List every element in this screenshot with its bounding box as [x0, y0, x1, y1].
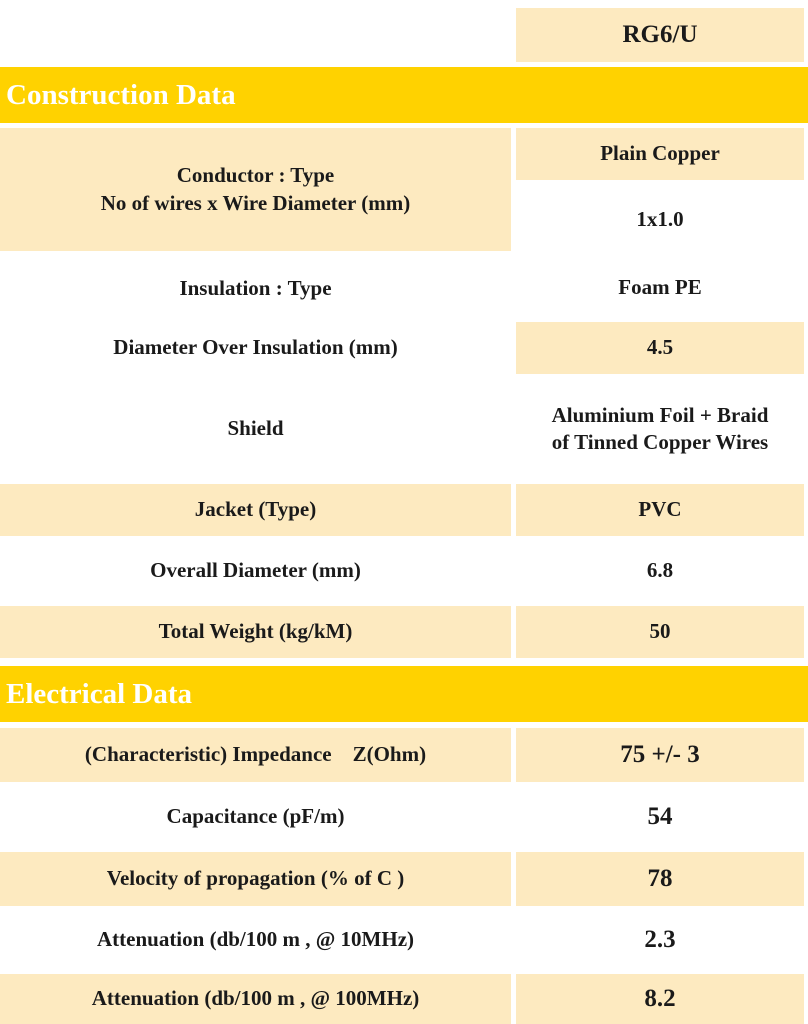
shield-value-line2: of Tinned Copper Wires [551, 430, 769, 454]
attenuation-10mhz-value: 2.3 [644, 925, 676, 953]
jacket-value: PVC [516, 484, 804, 536]
velocity-label: Velocity of propagation (% of C ) [0, 852, 511, 906]
impedance-label: (Characteristic) Impedance Z(Ohm) [0, 728, 511, 782]
insulation-label: Insulation : Type [179, 276, 332, 301]
conductor-label-line2: No of wires x Wire Diameter (mm) [100, 190, 411, 215]
attenuation-10mhz-label: Attenuation (db/100 m , @ 10MHz) [96, 927, 415, 952]
conductor-type-value: Plain Copper [516, 128, 804, 180]
shield-value-line1: Aluminium Foil + Braid [551, 402, 769, 427]
capacitance-label: Capacitance (pF/m) [166, 804, 345, 829]
jacket-label: Jacket (Type) [0, 484, 511, 536]
total-weight-label: Total Weight (kg/kM) [0, 606, 511, 658]
construction-data-header: Construction Data [0, 67, 808, 123]
conductor-label-line1: Conductor : Type [176, 163, 335, 188]
conductor-label [0, 128, 511, 251]
overall-diameter-label: Overall Diameter (mm) [150, 558, 361, 583]
velocity-value: 78 [516, 852, 804, 906]
dia-insulation-value: 4.5 [516, 322, 804, 374]
shield-value [516, 384, 804, 474]
overall-diameter-value: 6.8 [646, 558, 674, 583]
electrical-data-header: Electrical Data [0, 666, 808, 722]
impedance-value: 75 +/- 3 [516, 728, 804, 782]
shield-label: Shield [227, 416, 284, 441]
capacitance-value: 54 [647, 802, 673, 830]
model-header: RG6/U [516, 8, 804, 62]
insulation-value: Foam PE [618, 275, 702, 300]
attenuation-100mhz-value: 8.2 [516, 974, 804, 1024]
attenuation-100mhz-label: Attenuation (db/100 m , @ 100MHz) [0, 974, 511, 1024]
conductor-size-value: 1x1.0 [636, 206, 684, 231]
dia-insulation-label: Diameter Over Insulation (mm) [113, 335, 398, 360]
total-weight-value: 50 [516, 606, 804, 658]
